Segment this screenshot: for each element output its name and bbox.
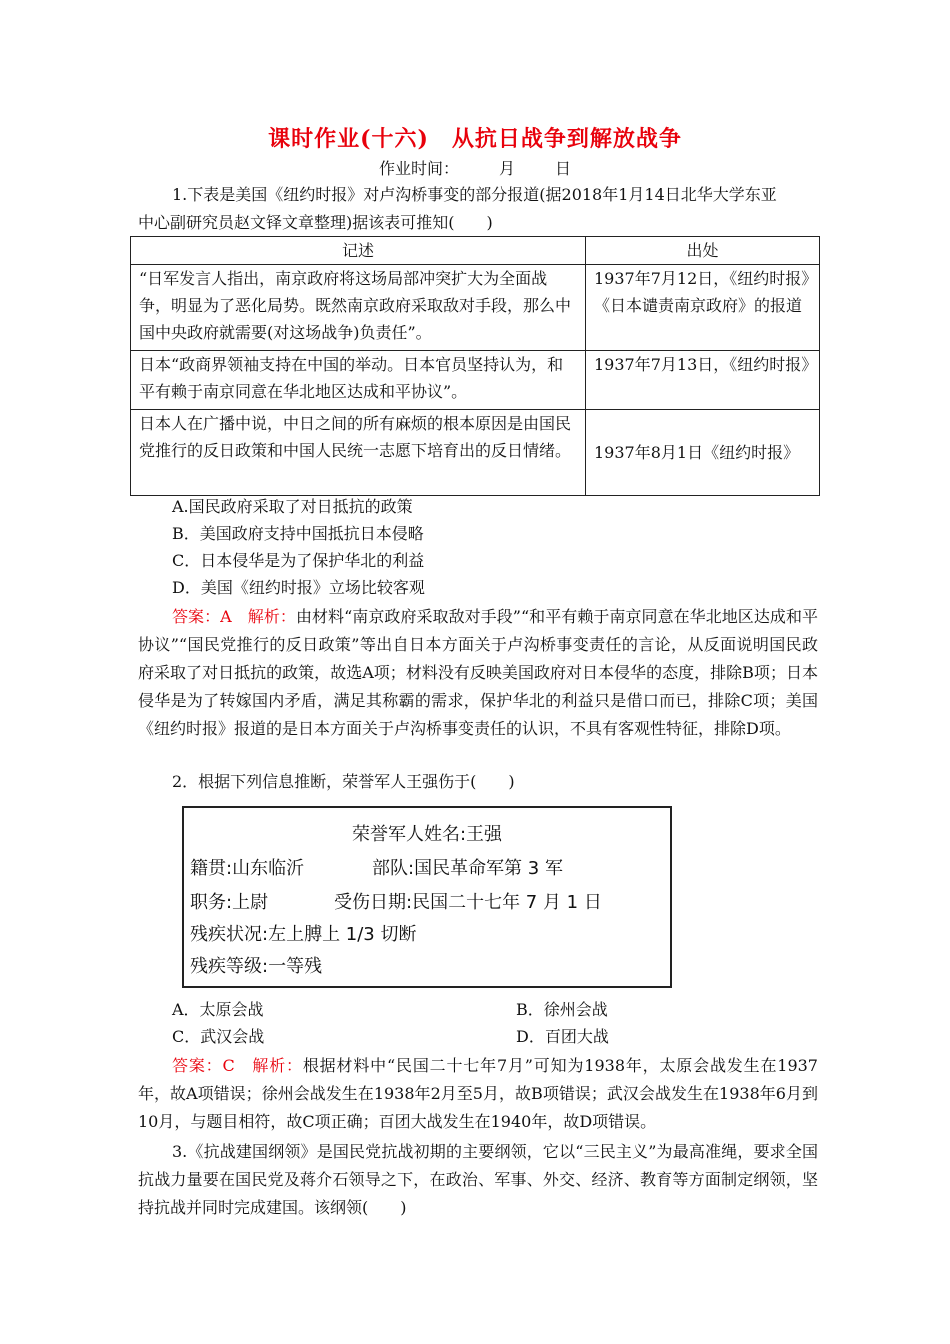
q2-analysis: 根据材料中“民国二十七年7月”可知为1938年，太原会战发生在1937年，故A项错误；徐州会战发生在1938年2月至5月，故B项错误；武汉会战发生在1938年6月到10月，与题目相符，故C项正确；百团大战发生在1940年，故D项错误。	[138, 1056, 818, 1131]
table-cell-source: 1937年7月13日，《纽约时报》	[586, 351, 820, 410]
soldier-info-card	[182, 806, 672, 988]
day-label: 日	[555, 159, 572, 178]
table-row	[131, 410, 820, 496]
q1-option-c: C．日本侵华是为了保护华北的利益	[172, 551, 425, 570]
homework-time	[0, 156, 950, 179]
card-date: 受伤日期:民国二十七年 7 月 1 日	[334, 892, 602, 913]
q2-option-a: A．太原会战	[172, 1000, 264, 1019]
card-origin: 籍贯:山东临沂	[190, 858, 305, 879]
table-row	[131, 265, 820, 351]
q2-answer-label: 答案：C 解析：	[172, 1056, 303, 1075]
q1-stem-line2: 中心副研究员赵文铎文章整理)据该表可推知( )	[138, 213, 493, 232]
q1-table	[130, 236, 820, 496]
q2-option-d: D．百团大战	[516, 1027, 609, 1046]
q1-stem-line1: 1.下表是美国《纽约时报》对卢沟桥事变的部分报道(据2018年1月14日北华大学东亚	[172, 185, 777, 204]
table-header-source: 出处	[586, 237, 820, 265]
table-cell-source: 1937年8月1日《纽约时报》	[586, 410, 820, 496]
card-injury: 残疾状况:左上膊上 1/3 切断	[190, 924, 417, 945]
q1-stem	[138, 181, 818, 237]
q1-option-d: D．美国《纽约时报》立场比较客观	[172, 578, 425, 597]
q1-answer	[138, 603, 818, 743]
q2-option-b: B．徐州会战	[516, 1000, 608, 1019]
table-cell-source: 1937年7月12日，《纽约时报》《日本谴责南京政府》的报道	[586, 265, 820, 351]
card-name: 荣誉军人姓名:王强	[351, 824, 503, 845]
q3-stem: 3.《抗战建国纲领》是国民党抗战初期的主要纲领，它以“三民主义”为最高准绳，要求全国抗战力量要在国民党及蒋介石领导之下，在政治、军事、外交、经济、教育等方面制定纲领，坚持抗战并同时完成建国。该纲领( )	[138, 1142, 818, 1217]
q2-option-c: C．武汉会战	[172, 1027, 265, 1046]
q1-answer-label: 答案：A 解析：	[172, 607, 296, 626]
q1-analysis: 由材料“南京政府采取敌对手段”“和平有赖于南京同意在华北地区达成和平协议”“国民党推行的反日政策”等出自日本方面关于卢沟桥事变责任的言论，从反面说明国民政府采取了对日抵抗的政策，故选A项；材料没有反映美国政府对日本侵华的态度，排除B项；日本侵华是为了转嫁国内矛盾，满足其称霸的需求，保护华北的利益只是借口而已，排除C项；美国《纽约时报》报道的是日本方面关于卢沟桥事变责任的认识，不具有客观性特征，排除D项。	[138, 607, 818, 738]
card-grade: 残疾等级:一等残	[190, 956, 323, 977]
q2-stem: 2．根据下列信息推断，荣誉军人王强伤于( )	[172, 772, 515, 791]
table-header-row	[131, 237, 820, 265]
q1-option-b: B．美国政府支持中国抵抗日本侵略	[172, 524, 424, 543]
table-cell-desc: 日本人在广播中说，中日之间的所有麻烦的根本原因是由国民党推行的反日政策和中国人民统一志愿下培育出的反日情绪。	[131, 410, 586, 496]
table-header-desc: 记述	[131, 237, 586, 265]
page-title: 课时作业(十六) 从抗日战争到解放战争	[268, 126, 682, 152]
table-cell-desc: “日军发言人指出，南京政府将这场局部冲突扩大为全面战争，明显为了恶化局势。既然南京政府采取敌对手段，那么中国中央政府就需要(对这场战争)负责任”。	[131, 265, 586, 351]
time-label: 作业时间：	[378, 159, 459, 178]
card-post: 职务:上尉	[190, 892, 269, 913]
table-cell-desc: 日本“政商界领袖支持在中国的举动。日本官员坚持认为，和平有赖于南京同意在华北地区达成和平协议”。	[131, 351, 586, 410]
month-label: 月	[498, 159, 515, 178]
q1-option-a: A.国民政府采取了对日抵抗的政策	[172, 497, 413, 516]
q2-answer	[138, 1052, 818, 1136]
card-unit: 部队:国民革命军第 3 军	[372, 858, 563, 879]
table-row	[131, 351, 820, 410]
